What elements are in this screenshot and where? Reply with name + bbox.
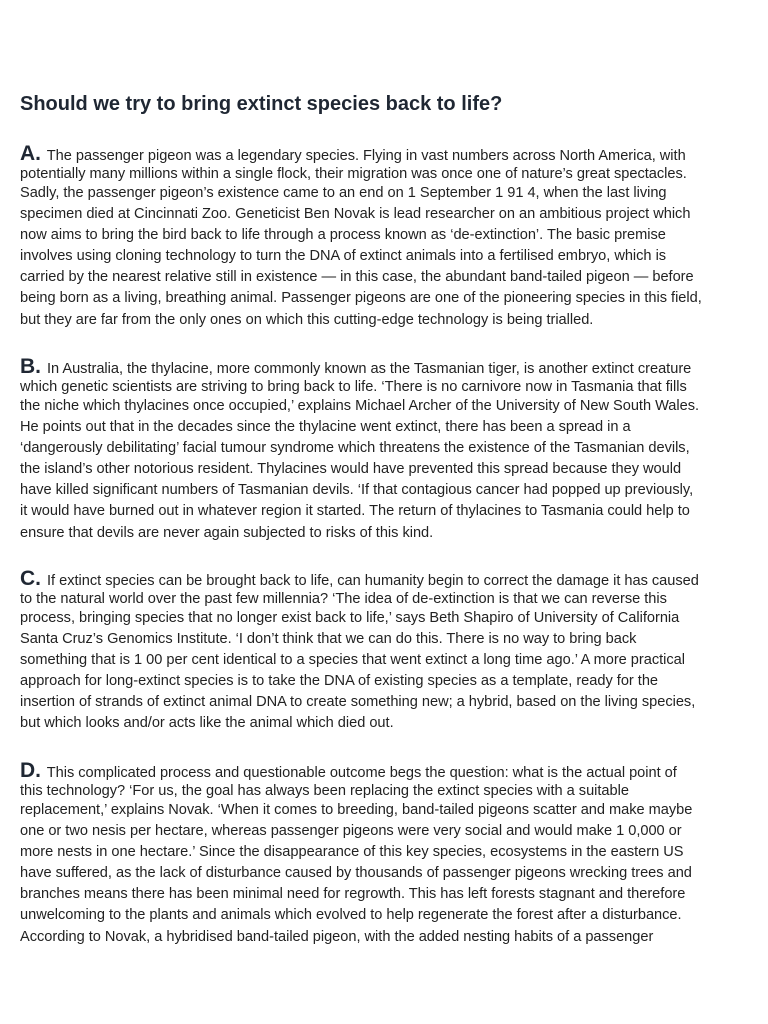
paragraph-line: involves using cloning technology to turn the DNA of extinct animals into a fertilised embryo, which is [20,248,667,265]
paragraph-line: but which looks and/or acts like the animal which died out. [20,715,394,732]
section-a [20,142,744,331]
paragraph-line: have killed significant numbers of Tasmanian devils. ‘If that contagious cancer had popped up previously, [20,482,694,499]
paragraph-line: more nests in one hectare.’ Since the disappearance of this key species, ecosystems in the eastern US [20,844,684,861]
paragraph-line: According to Novak, a hybridised band-tailed pigeon, with the added nesting habits of a passenger [20,928,654,945]
section-letter: C. [20,567,41,590]
section-letter: D. [20,759,41,782]
paragraph-line: now aims to bring the bird back to life through a process known as ‘de-extinction’. The basic premise [20,227,666,244]
section-c [20,567,744,735]
section-b [20,355,744,544]
paragraph-line: D. This complicated process and questionable outcome begs the question: what is the actual point of [20,759,677,782]
section-letter: B. [20,355,41,378]
paragraph-line: being born as a living, breathing animal. Passenger pigeons are one of the pioneering species in this field, [20,290,702,307]
paragraph-line: branches means there has been minimal need for regrowth. This has left forests stagnant and therefore [20,886,686,903]
paragraph-line: to the natural world over the past few millennia? ‘The idea of de-extinction is that we can reverse this [20,591,667,607]
paragraph-line: which genetic scientists are striving to bring back to life. ‘There is no carnivore now in Tasmania that fills [20,379,687,395]
paragraph-line: the island’s other notorious resident. Thylacines would have prevented this spread because they would [20,461,682,478]
paragraph-line: have suffered, as the lack of disturbance caused by thousands of passenger pigeons wrecking trees and [20,865,692,882]
paragraph-line: B. In Australia, the thylacine, more commonly known as the Tasmanian tiger, is another extinct creature [20,355,692,378]
paragraph-line: it would have burned out in whatever region it started. The return of thylacines to Tasmania could help to [20,503,690,520]
paragraph-line: approach for long-extinct species is to take the DNA of existing species as a template, ready for the [20,673,659,690]
paragraph-line: something that is 1 00 per cent identical to a species that went extinct a long time ago.’ A more practical [20,652,685,669]
paragraph-line: insertion of strands of extinct animal DNA to create something new; a hybrid, based on the living species, [20,694,696,711]
paragraph-line: C. If extinct species can be brought back to life, can humanity begin to correct the damage it has caused [20,567,699,590]
paragraph-line: one or two nesis per hectare, whereas passenger pigeons were very social and would make 1 0,000 or [20,823,682,840]
paragraph-line: potentially many millions within a single flock, their migration was once one of nature’s great spectacles. [20,166,687,182]
article-title: Should we try to bring extinct species back to life? [20,93,503,115]
paragraph-line: Sadly, the passenger pigeon’s existence came to an end on 1 September 1 91 4, when the last living [20,185,667,201]
paragraph-line: He points out that in the decades since the thylacine went extinct, there has been a spread in a [20,419,631,436]
paragraph-line: specimen died at Cincinnati Zoo. Geneticist Ben Novak is lead researcher on an ambitious project which [20,206,691,223]
paragraph-line: Santa Cruz’s Genomics Institute. ‘I don’t think that we can do this. There is no way to bring back [20,631,637,648]
paragraph-line: process, bringing species that no longer exist back to life,’ says Beth Shapiro of University of California [20,610,680,626]
paragraph-line: ensure that devils are never again subjected to risks of this kind. [20,524,434,541]
paragraph-line: unwelcoming to the plants and animals which evolved to help regenerate the forest after a disturbance. [20,907,682,924]
paragraph-line: but they are far from the only ones on which this cutting-edge technology is being trialled. [20,311,594,328]
paragraph-line: the niche which thylacines once occupied,’ explains Michael Archer of the University of New South Wales. [20,398,700,414]
paragraph-line: A. The passenger pigeon was a legendary species. Flying in vast numbers across North America, with [20,142,686,165]
paragraph-line: carried by the nearest relative still in existence — in this case, the abundant band-tailed pigeon — before [20,269,694,286]
section-d [20,759,744,948]
paragraph-line: this technology? ‘For us, the goal has always been replacing the extinct species with a suitable [20,783,629,799]
paragraph-line: replacement,’ explains Novak. ‘When it comes to breeding, band-tailed pigeons scatter and make maybe [20,802,693,818]
paragraph-line: ‘dangerously debilitating’ facial tumour syndrome which threatens the existence of the Tasmanian devils, [20,440,690,457]
section-letter: A. [20,142,41,165]
